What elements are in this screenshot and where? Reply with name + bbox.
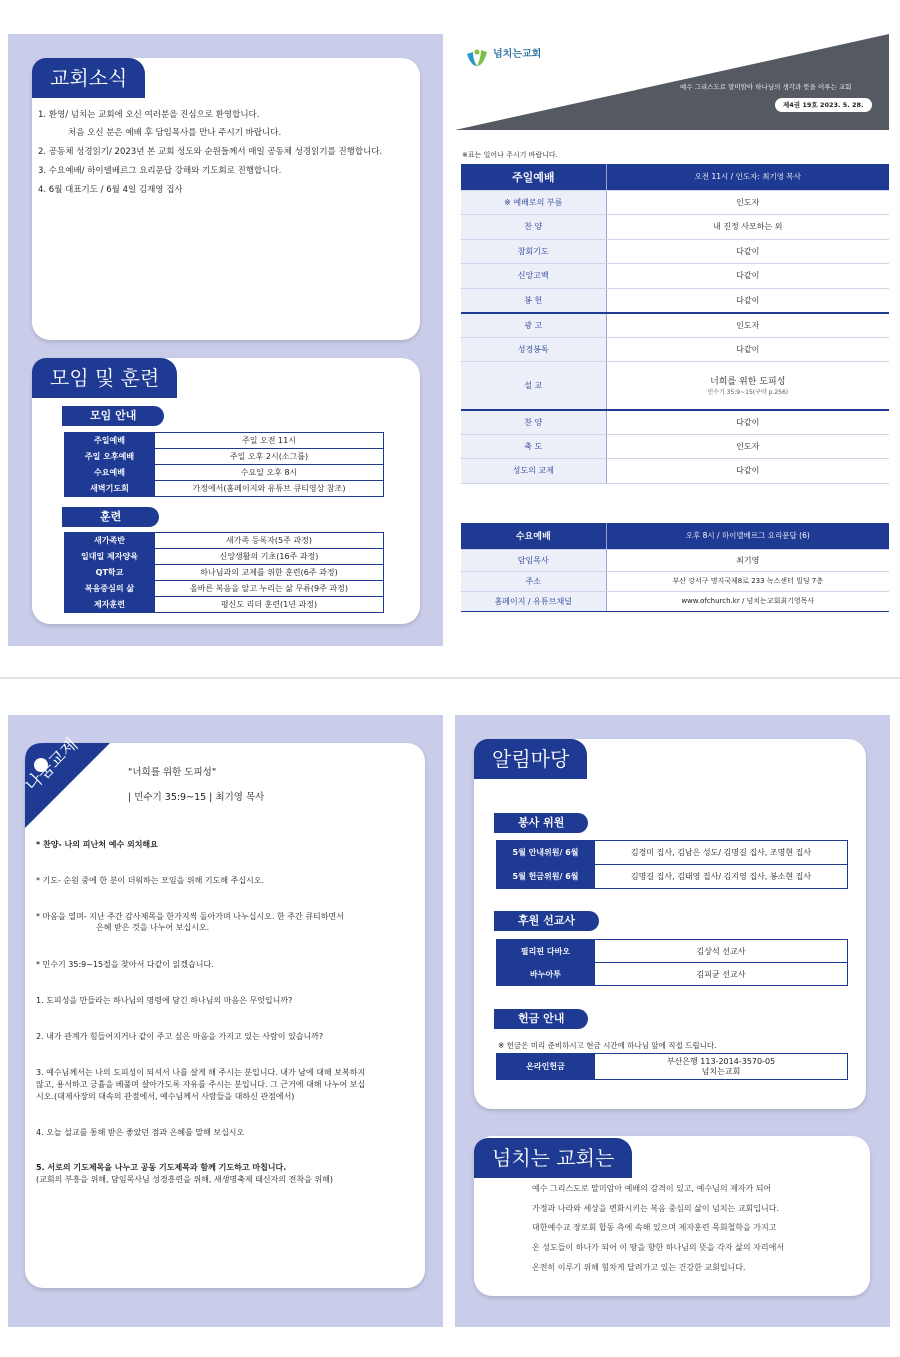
about-title: 넘치는 교회는: [474, 1138, 632, 1178]
service-label: 봉사 위원: [494, 813, 588, 833]
table-row: 새가족반 새가족 등록자(5주 과정): [65, 533, 384, 549]
mission-label: 후원 선교사: [494, 911, 599, 931]
table-row: QT학교 하나님과의 교제를 위한 훈련(6주 과정): [65, 565, 384, 581]
sharing-item: 2. 내가 관계가 힘들어지거나 같이 주고 싶은 마음을 가지고 있는 사람이 있습니까?: [36, 1032, 324, 1041]
sharing-item: 1. 도피성을 만들라는 하나님의 명령에 담긴 하나님의 마음은 무엇입니까?: [36, 996, 293, 1005]
news-item-3: 3. 수요예배/ 하이델베르그 요리문답 강해와 기도회로 진행합니다.: [38, 166, 282, 176]
table-row: 축 도 인도자: [461, 434, 889, 459]
offering-note: ※ 헌금은 미리 준비하시고 현금 시간에 하나님 앞에 직접 드립니다.: [498, 1041, 717, 1050]
logo-mark-icon: [465, 46, 489, 70]
news-item-1: 1. 환영/ 넘치는 교회에 오신 여러분을 진심으로 환영합니다.: [38, 110, 260, 120]
mission-table: [496, 939, 848, 986]
table-row: 광 고 인도자: [461, 313, 889, 338]
table-row: 담임목사 최기영: [461, 549, 889, 571]
sharing-item: * 찬양- 나의 피난처 예수 외치해요: [36, 840, 158, 849]
table-row: 성도의 교제 다같이: [461, 459, 889, 484]
news-item-2: 2. 공동체 성경읽기/ 2023년 본 교회 성도와 순원들께서 매일 공동체 성경읽기를 진행합니다.: [38, 147, 383, 157]
sharing-ribbon-label: 나눔교제: [21, 735, 83, 796]
meeting-training-label: 훈련: [62, 507, 159, 527]
sharing-item: 4. 오늘 설교를 통해 받은 좋았던 점과 은혜를 말해 보십시오: [36, 1128, 245, 1137]
sharing-item: 않고, 용서하고 긍휼을 베풀며 살아가도록 자유를 주시는 분입니다. 그 근거에 대해 나누어 보십: [36, 1080, 366, 1089]
service-table: [496, 840, 848, 889]
table-row: 신앙고백 다같이: [461, 264, 889, 289]
sharing-sermon-title: "너희를 위한 도피성": [128, 767, 217, 778]
meeting-title: 모임 및 훈련: [32, 358, 177, 398]
logo-text: 넘치는교회: [493, 49, 542, 60]
table-row: 주일예배 주일 오전 11시: [65, 433, 384, 449]
news-item-1b: 처음 오신 분은 예배 후 담임목사를 만나 주시기 바랍니다.: [68, 128, 282, 138]
table-row: 참회기도 다같이: [461, 239, 889, 264]
issue-badge: 제4권 19호 2023. 5. 28.: [775, 98, 872, 112]
about-line: 대한예수교 장로회 합동 측에 속해 있으며 제자훈련 목회철학을 가지고: [532, 1223, 777, 1232]
table-row: 주일 오후예배 주일 오후 2시(소그룹): [65, 449, 384, 465]
table-row: 온라인헌금 부산은행 113-2014-3570-05 넘치는교회: [497, 1054, 848, 1080]
sharing-item: * 마음을 열며- 지난 주간 감사제목을 한가지씩 돌아가며 나누십시오. 한 주간 큐티하면서: [36, 912, 344, 921]
table-row: 복음중심의 삶 올바른 복음을 알고 누리는 삶 무류(9주 과정): [65, 581, 384, 597]
sharing-item: * 기도- 순원 중에 한 분이 더워하는 모임을 위해 기도해 주십시오.: [36, 876, 265, 885]
meeting-training-table: [64, 532, 384, 613]
table-row: 일대일 제자양육 신앙생활의 기초(16주 과정): [65, 549, 384, 565]
church-logo: [465, 46, 489, 70]
table-row: 찬 양 다같이: [461, 410, 889, 435]
table-row: 바누아투 김피균 선교사: [497, 963, 848, 986]
meeting-guide-label: 모임 안내: [62, 406, 164, 426]
table-row: 성경봉독 다같이: [461, 337, 889, 362]
table-row: 봉 헌 다같이: [461, 288, 889, 313]
wednesday-worship-table: [461, 523, 889, 612]
table-row: 5월 안내위원/ 6월 김경미 집사, 김남은 성도/ 김명길 집사, 조명현 집사: [497, 841, 848, 865]
table-row: 수요예배 오후 8시 / 하이델베르그 요리문답 (6): [461, 523, 889, 549]
sharing-item: 은혜 받은 것을 나누어 보십시오.: [96, 923, 210, 932]
about-line: 가정과 나라와 세상을 변화시키는 복음 중심의 삶이 넘치는 교회입니다.: [532, 1204, 779, 1213]
sharing-item: 시오.(대제사장의 대속의 관점에서, 예수님께서 사람들을 대하신 관점에서): [36, 1092, 295, 1101]
table-row: 수요예배 수요일 오후 8시: [65, 465, 384, 481]
table-row: 5월 헌금위원/ 6월 김명길 집사, 김태영 집사/ 김지영 집사, 봉소현 집사: [497, 865, 848, 889]
about-line: 온전히 이루기 위해 힘차게 달려가고 있는 건강한 교회입니다.: [532, 1263, 746, 1272]
sharing-sermon-ref: | 민수기 35:9~15 | 최기영 목사: [128, 792, 265, 803]
offering-table: [496, 1053, 848, 1080]
table-row: 새벽기도회 가정에서(홈페이지와 유튜브 큐티영상 참조): [65, 481, 384, 497]
sharing-item: (교회의 부흥을 위해, 담임목사님 성경흥련을 위해, 새생명축제 태신자의 전착을 위해): [36, 1175, 333, 1184]
about-line: 온 성도들이 하나가 되어 이 땅을 향한 하나님의 뜻을 각자 삶의 자리에서: [532, 1243, 785, 1252]
sharing-item: * 민수기 35:9~15절을 찾아서 다같이 읽겠습니다.: [36, 960, 214, 969]
sharing-item: 3. 예수님께서는 나의 도피성이 되셔서 나를 살게 해 주시는 분입니다. 내가 남에 대해 보복하지: [36, 1068, 366, 1077]
sunday-worship-table: [461, 164, 889, 484]
offering-account: 부산은행 113-2014-3570-05: [666, 1056, 776, 1066]
sharing-item: 5. 서로의 기도제목을 나누고 공동 기도제목과 함께 기도하고 마칩니다.: [36, 1163, 287, 1172]
table-row: 찬 양 내 진정 사모하는 외: [461, 215, 889, 240]
news-card: [32, 58, 420, 340]
table-row: 주일예배 오전 11시 / 인도자: 최기영 목사: [461, 164, 889, 190]
page-divider: [0, 677, 900, 679]
sermon-title: 너희를 위한 도피성: [710, 377, 786, 388]
offering-holder: 넘치는교회: [701, 1066, 741, 1076]
table-row: ※ 예배로의 부름 인도자: [461, 190, 889, 215]
meeting-guide-table: [64, 432, 384, 497]
slogan: 예수 그리스도로 말미암아 하나님의 생각과 뜻을 이루는 교회: [680, 83, 852, 91]
notice-title: 알림마당: [474, 739, 587, 779]
news-item-4: 4. 6월 대표기도 / 6월 4일 김재영 집사: [38, 185, 183, 195]
table-row: 제자훈련 평신도 리더 훈련(1년 과정): [65, 597, 384, 613]
stand-note: ※표는 일어나 주시기 바랍니다.: [462, 151, 558, 159]
table-row: 설 교 너희를 위한 도피성 민수기 35:9~15(구약 p.256): [461, 362, 889, 410]
offering-label: 헌금 안내: [494, 1009, 588, 1029]
table-row: 필리핀 다바오 김상석 선교사: [497, 940, 848, 963]
news-title: 교회소식: [32, 58, 145, 98]
table-row: 주소 부산 강서구 명지국제8로 233 녹스센터 빌딩 7층: [461, 571, 889, 591]
sermon-scripture: 민수기 35:9~15(구약 p.256): [707, 389, 789, 397]
about-line: 예수 그리스도로 말미암아 예배의 감격이 있고, 예수님의 제자가 되어: [532, 1184, 772, 1193]
table-row: 홈페이지 / 유튜브채널 www.ofchurch.kr / 넘치는교회최기영목사: [461, 591, 889, 611]
